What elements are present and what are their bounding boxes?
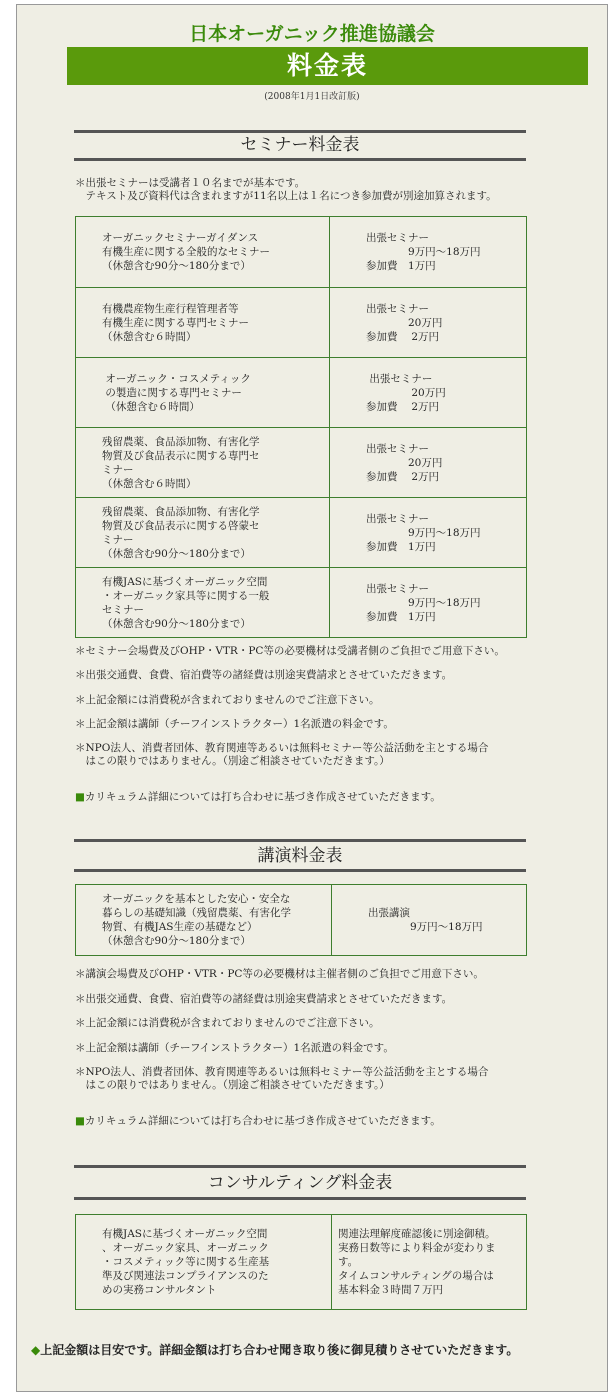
seminar-name: 残留農薬、食品添加物、有害化学 物質及び食品表示に関する専門セ ミナー （休憩含む６時間） <box>76 428 330 497</box>
org-name: 日本オーガニック推進協議会 <box>189 23 435 45</box>
seminar-price: 出張セミナー 20万円 参加費 2万円 <box>366 372 446 413</box>
lecture-note: ＊上記金額には消費税が含まれておりませんのでご注意下さい。 <box>75 1017 380 1029</box>
seminar-note: ＊上記金額は講師（チーフインストラクター）1名派遣の料金です。 <box>75 718 394 730</box>
lecture-note: ＊講演会場費及びOHP・VTR・PC等の必要機材は主催者側のご負担でご用意下さい。 <box>75 968 484 980</box>
price-list-page <box>16 4 608 1392</box>
seminar-heading: セミナー料金表 <box>74 130 526 161</box>
lecture-table <box>75 884 527 956</box>
footer-note: ◆上記金額は目安です。詳細金額は打ち合わせ聞き取り後に御見積りさせていただきます。 <box>31 1343 519 1357</box>
seminar-curriculum-note: ■カリキュラム詳細については打ち合わせに基づき作成させていただきます。 <box>75 791 441 803</box>
consulting-table <box>75 1214 527 1310</box>
consulting-price: 関連法理解度確認後に別途御積。 実務日数等により料金が変わりま す。 タイムコンサルティングの場合は 基本料金３時間７万円 <box>338 1228 496 1296</box>
seminar-price: 出張セミナー 9万円～18万円 参加費 1万円 <box>366 512 481 553</box>
seminar-name: オーガニック・コスメティック の製造に関する専門セミナー （休憩含む６時間） <box>76 358 330 427</box>
seminar-name: 有機農産物生産行程管理者等 有機生産に関する専門セミナー （休憩含む６時間） <box>76 288 330 357</box>
diamond-icon: ◆ <box>31 1343 41 1357</box>
seminar-note: ＊出張交通費、食費、宿泊費等の諸経費は別途実費請求とさせていただきます。 <box>75 669 453 681</box>
table-row <box>76 427 526 497</box>
lecture-curriculum-note: ■カリキュラム詳細については打ち合わせに基づき作成させていただきます。 <box>75 1115 441 1127</box>
lecture-heading: 講演料金表 <box>74 839 526 872</box>
square-icon: ■ <box>75 791 85 803</box>
seminar-price: 出張セミナー 9万円～18万円 参加費 1万円 <box>366 582 481 623</box>
table-row <box>76 497 526 567</box>
seminar-name: 残留農薬、食品添加物、有害化学 物質及び食品表示に関する啓蒙セ ミナー （休憩含む90分～180分まで） <box>76 498 330 567</box>
consulting-name: 有機JASに基づくオーガニック空間 、オーガニック家具、オーガニック ・コスメティック等に関する生産基 準及び関連法コンプライアンスのた めの実務コンサルタント <box>76 1215 332 1309</box>
square-icon: ■ <box>75 1115 85 1127</box>
seminar-note: ＊セミナー会場費及びOHP・VTR・PC等の必要機材は受講者側のご負担でご用意下さい。 <box>75 645 505 657</box>
page-title: 料金表 <box>67 47 588 85</box>
seminar-price: 出張セミナー 20万円 参加費 2万円 <box>366 442 443 483</box>
seminar-name: 有機JASに基づくオーガニック空間 ・オーガニック家具等に関する一般 セミナー （休憩含む90分～180分まで） <box>76 568 330 637</box>
seminar-price: 出張セミナー 20万円 参加費 2万円 <box>366 302 443 343</box>
table-row <box>76 885 526 955</box>
table-row <box>76 1215 526 1309</box>
seminar-intro: ＊出張セミナーは受講者１０名までが基本です。 テキスト及び資料代は含まれますが11名以上は１名につき参加費が別途加算されます。 <box>75 177 497 202</box>
lecture-name: オーガニックを基本とした安心・安全な 暮らしの基礎知識（残留農薬、有害化学 物質、有機JAS生産の基礎など） （休憩含む90分～180分まで） <box>76 885 332 955</box>
consulting-heading: コンサルティング料金表 <box>74 1165 526 1200</box>
lecture-note: ＊出張交通費、食費、宿泊費等の諸経費は別途実費請求とさせていただきます。 <box>75 993 453 1005</box>
seminar-table <box>75 216 527 638</box>
lecture-note: ＊NPO法人、消費者団体、教育関連等あるいは無料セミナー等公益活動を主とする場合 はこの限りではありません。（別途ご相談させていただきます。） <box>75 1066 489 1091</box>
table-row <box>76 357 526 427</box>
seminar-price: 出張セミナー 9万円～18万円 参加費 1万円 <box>366 232 481 272</box>
seminar-name: オーガニックセミナーガイダンス 有機生産に関する全般的なセミナー （休憩含む90分～180分まで） <box>76 217 330 287</box>
seminar-note: ＊上記金額には消費税が含まれておりませんのでご注意下さい。 <box>75 694 380 706</box>
table-row <box>76 217 526 287</box>
table-row <box>76 567 526 637</box>
table-row <box>76 287 526 357</box>
revision-date: (2008年1月1日改訂版) <box>264 92 360 102</box>
seminar-note: ＊NPO法人、消費者団体、教育関連等あるいは無料セミナー等公益活動を主とする場合 はこの限りではありません。（別途ご相談させていただきます。） <box>75 742 489 767</box>
lecture-price: 出張講演 9万円～18万円 <box>368 907 483 933</box>
lecture-note: ＊上記金額は講師（チーフインストラクター）1名派遣の料金です。 <box>75 1042 394 1054</box>
